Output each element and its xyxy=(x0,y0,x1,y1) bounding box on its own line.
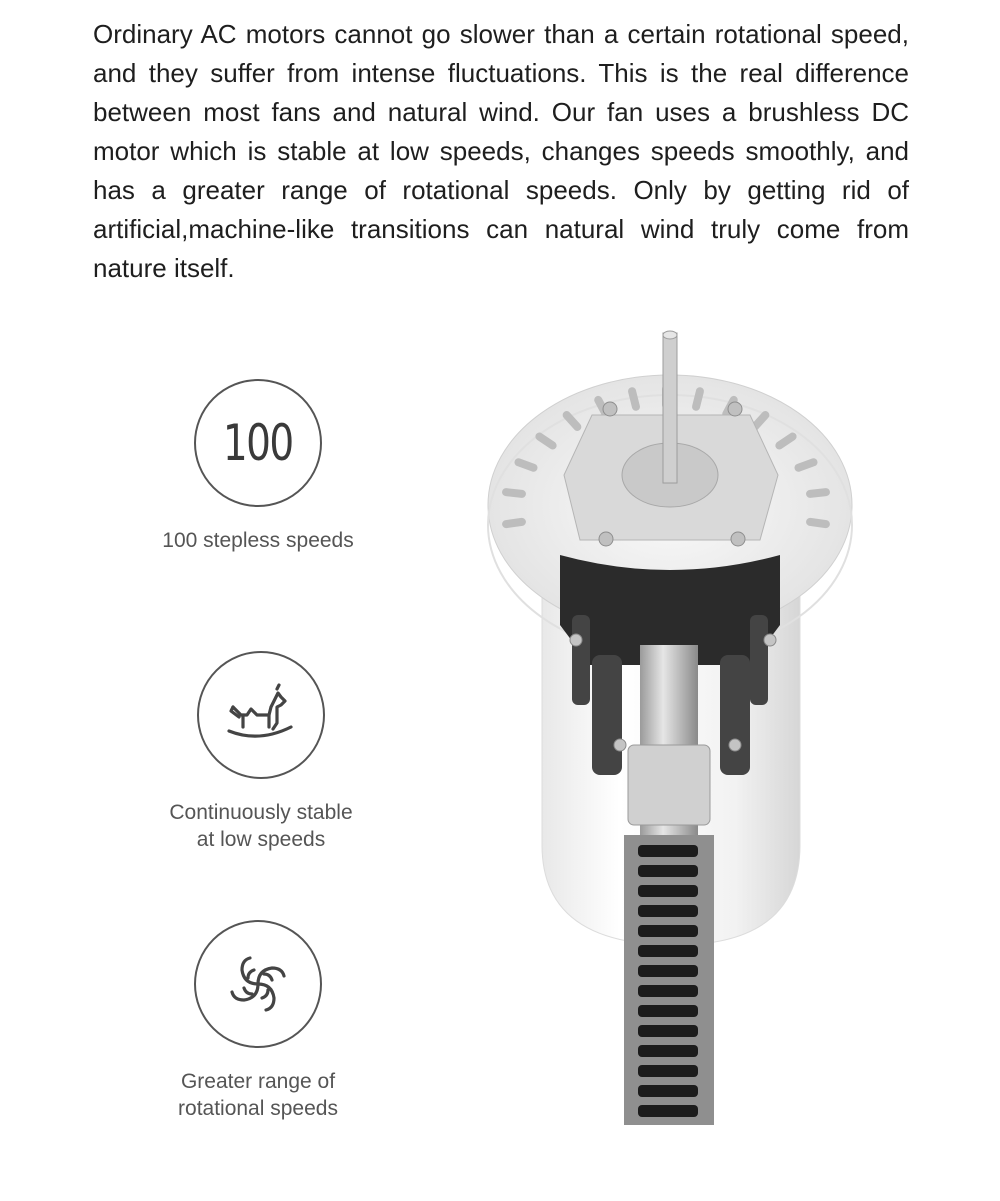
caption-line: at low speeds xyxy=(196,828,326,851)
brushless-dc-motor-image xyxy=(480,325,860,1125)
caption-line: 100 stepless speeds xyxy=(162,529,354,552)
feature-rotational-range xyxy=(128,920,388,1122)
feature-caption xyxy=(128,527,388,554)
caption-line: Greater range of xyxy=(180,1070,336,1093)
speed-count-badge xyxy=(194,379,322,507)
rocking-horse-badge xyxy=(197,651,325,779)
speed-count-text: 100 xyxy=(223,414,293,472)
intro-paragraph: Ordinary AC motors cannot go slower than a certain rotational speed, and they suffer from intense fluctuations. This is the real difference between most fans and natural wind. Our fan uses a brushless DC motor which is stable at low speeds, changes speeds smoothly, and has a greater range of rotational speeds. Only by getting rid of artificial,machine-like transitions can natural wind truly come from nature itself. xyxy=(93,19,909,283)
caption-line: rotational speeds xyxy=(178,1097,338,1120)
swirl-icon xyxy=(218,944,298,1024)
feature-caption xyxy=(128,1068,388,1122)
feature-stepless-speeds xyxy=(128,379,388,554)
caption-line: Continuously stable xyxy=(169,801,353,824)
feature-low-speed-stable xyxy=(131,651,391,853)
swirl-badge xyxy=(194,920,322,1048)
feature-caption xyxy=(131,799,391,853)
rocking-horse-icon xyxy=(223,677,299,753)
